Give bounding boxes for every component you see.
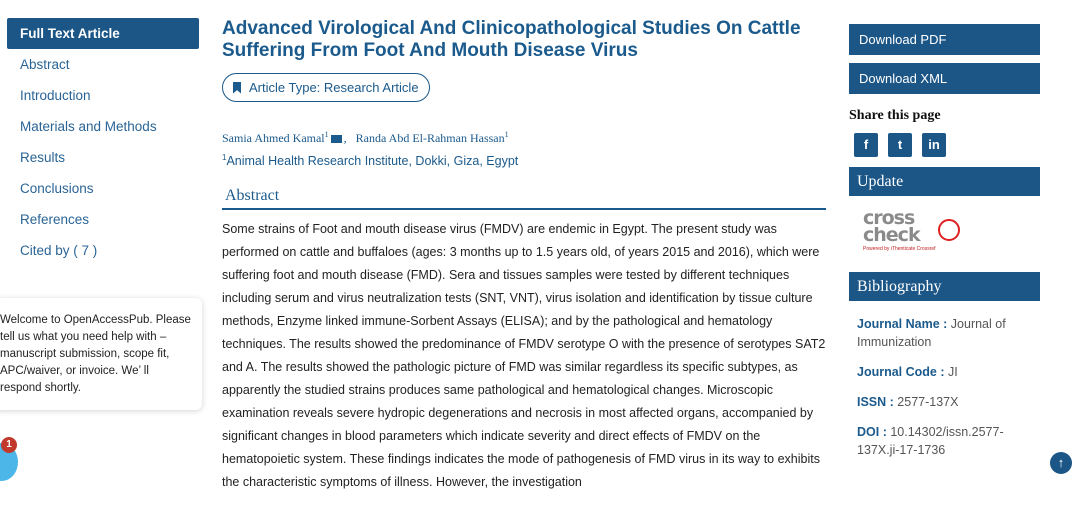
author-sup: 1 (504, 130, 509, 139)
facebook-icon[interactable]: f (854, 133, 878, 157)
scroll-to-top-button[interactable]: ↑ (1050, 452, 1072, 474)
nav-item-full-text[interactable]: Full Text Article (7, 18, 199, 49)
bib-item (857, 363, 1040, 381)
bib-key: ISSN : (857, 395, 894, 409)
nav-item-abstract[interactable]: Abstract (20, 57, 70, 72)
chat-popup[interactable] (0, 298, 202, 410)
bib-value: 10.14302/issn.2577-137X.ji-17-1736 (857, 425, 1004, 457)
bib-item (857, 393, 1040, 411)
affiliation-text: Animal Health Research Institute, Dokki, Giza, Egypt (226, 154, 519, 169)
bib-value: JI (944, 365, 958, 379)
bib-value: 2577-137X (893, 395, 959, 409)
nav-item-materials-methods[interactable]: Materials and Methods (20, 119, 157, 134)
bib-key: DOI : (857, 425, 887, 439)
bibliography-heading: Bibliography (849, 272, 1040, 301)
author-name[interactable]: Randa Abd El-Rahman Hassan (355, 131, 505, 145)
abstract-heading: Abstract (222, 187, 826, 210)
linkedin-icon[interactable]: in (922, 133, 946, 157)
nav-item-conclusions[interactable]: Conclusions (20, 181, 94, 196)
bib-key: Journal Name : (857, 317, 948, 331)
crossmark-badge[interactable] (863, 207, 973, 262)
nav-item-results[interactable]: Results (20, 150, 66, 165)
download-pdf-button[interactable]: Download PDF (849, 24, 1040, 55)
download-xml-button[interactable]: Download XML (849, 63, 1040, 94)
affiliation (222, 153, 826, 168)
bibliography-list (849, 315, 1040, 459)
article-title: Advanced Virological And Clinicopathological Studies On Cattle Suffering From Foot And Mouth Disease Virus (222, 18, 801, 61)
chat-message: Welcome to OpenAccessPub. Please tell us what you need help with – manuscript submission, scope fit, APC/waiver, or invoice. We’ ll respond shortly. (0, 314, 191, 394)
nav-item-cited-by[interactable]: Cited by ( 7 ) (20, 243, 98, 258)
article-type-label: Article Type: Research Article (249, 80, 419, 95)
email-icon[interactable] (331, 135, 342, 143)
chat-notification-badge: 1 (1, 437, 17, 453)
share-buttons (854, 133, 1040, 157)
nav-item-introduction[interactable]: Introduction (20, 88, 91, 103)
article-type-badge (222, 73, 430, 102)
author-name[interactable]: Samia Ahmed Kamal (222, 131, 325, 145)
share-title: Share this page (849, 108, 941, 123)
article-sidebar-nav (7, 18, 199, 266)
author-sup: 1 (324, 130, 329, 139)
crossmark-small-text: Powered by iThenticate Crossref (863, 246, 936, 252)
bib-key: Journal Code : (857, 365, 945, 379)
bib-value: Journal of Immunization (857, 317, 1006, 349)
author-list: Samia Ahmed Kamal$^1$ , Randa Abd El-Rahman Hassan$^1$ (222, 130, 509, 145)
bib-item (857, 315, 1040, 351)
bib-item (857, 423, 1040, 459)
article-main (222, 18, 826, 507)
update-heading: Update (849, 167, 1040, 196)
nav-item-references[interactable]: References (20, 212, 90, 227)
crossmark-logo-text: cross check (863, 207, 920, 246)
affiliation-sup: 1 (222, 153, 227, 162)
right-sidebar (849, 24, 1040, 471)
abstract-text: Some strains of Foot and mouth disease virus (FMDV) are endemic in Egypt. The present study was performed on cattle and buffaloes (ages: 3 months up to 1.5 years old, of years 2015 and 2016), which were suffering foot and mouth disease (FMD). Sera and tissues samples were tested by different techniques including serum and virus neutralization tests (SNT, VNT), virus isolation and identification by tissue culture methods, Enzyme linked immune-Sorbent Assays (ELISA); and by the pathological and hematology techniques. The results showed the predominance of FMDV serotype O with the presence of serotypes SAT2 and A. The results showed the pathologic picture of FMD was similar regardless its specific subtypes, as apparently the studied strains produces same pathological and hematological changes. Microscopic examination reveals severe hydropic degenerations and necrosis in most affected organs, accompanied by significant changes in blood parameters which indicate severity and direct effects of FMDV on the hematopoietic system. These findings indicates the mode of pathogenesis of FMD virus in its way to exhibits the characteristic symptoms of illness. However, the investigation (222, 222, 826, 490)
twitter-icon[interactable]: t (888, 133, 912, 157)
crossmark-ring-icon (938, 219, 960, 241)
bookmark-icon (233, 82, 241, 94)
